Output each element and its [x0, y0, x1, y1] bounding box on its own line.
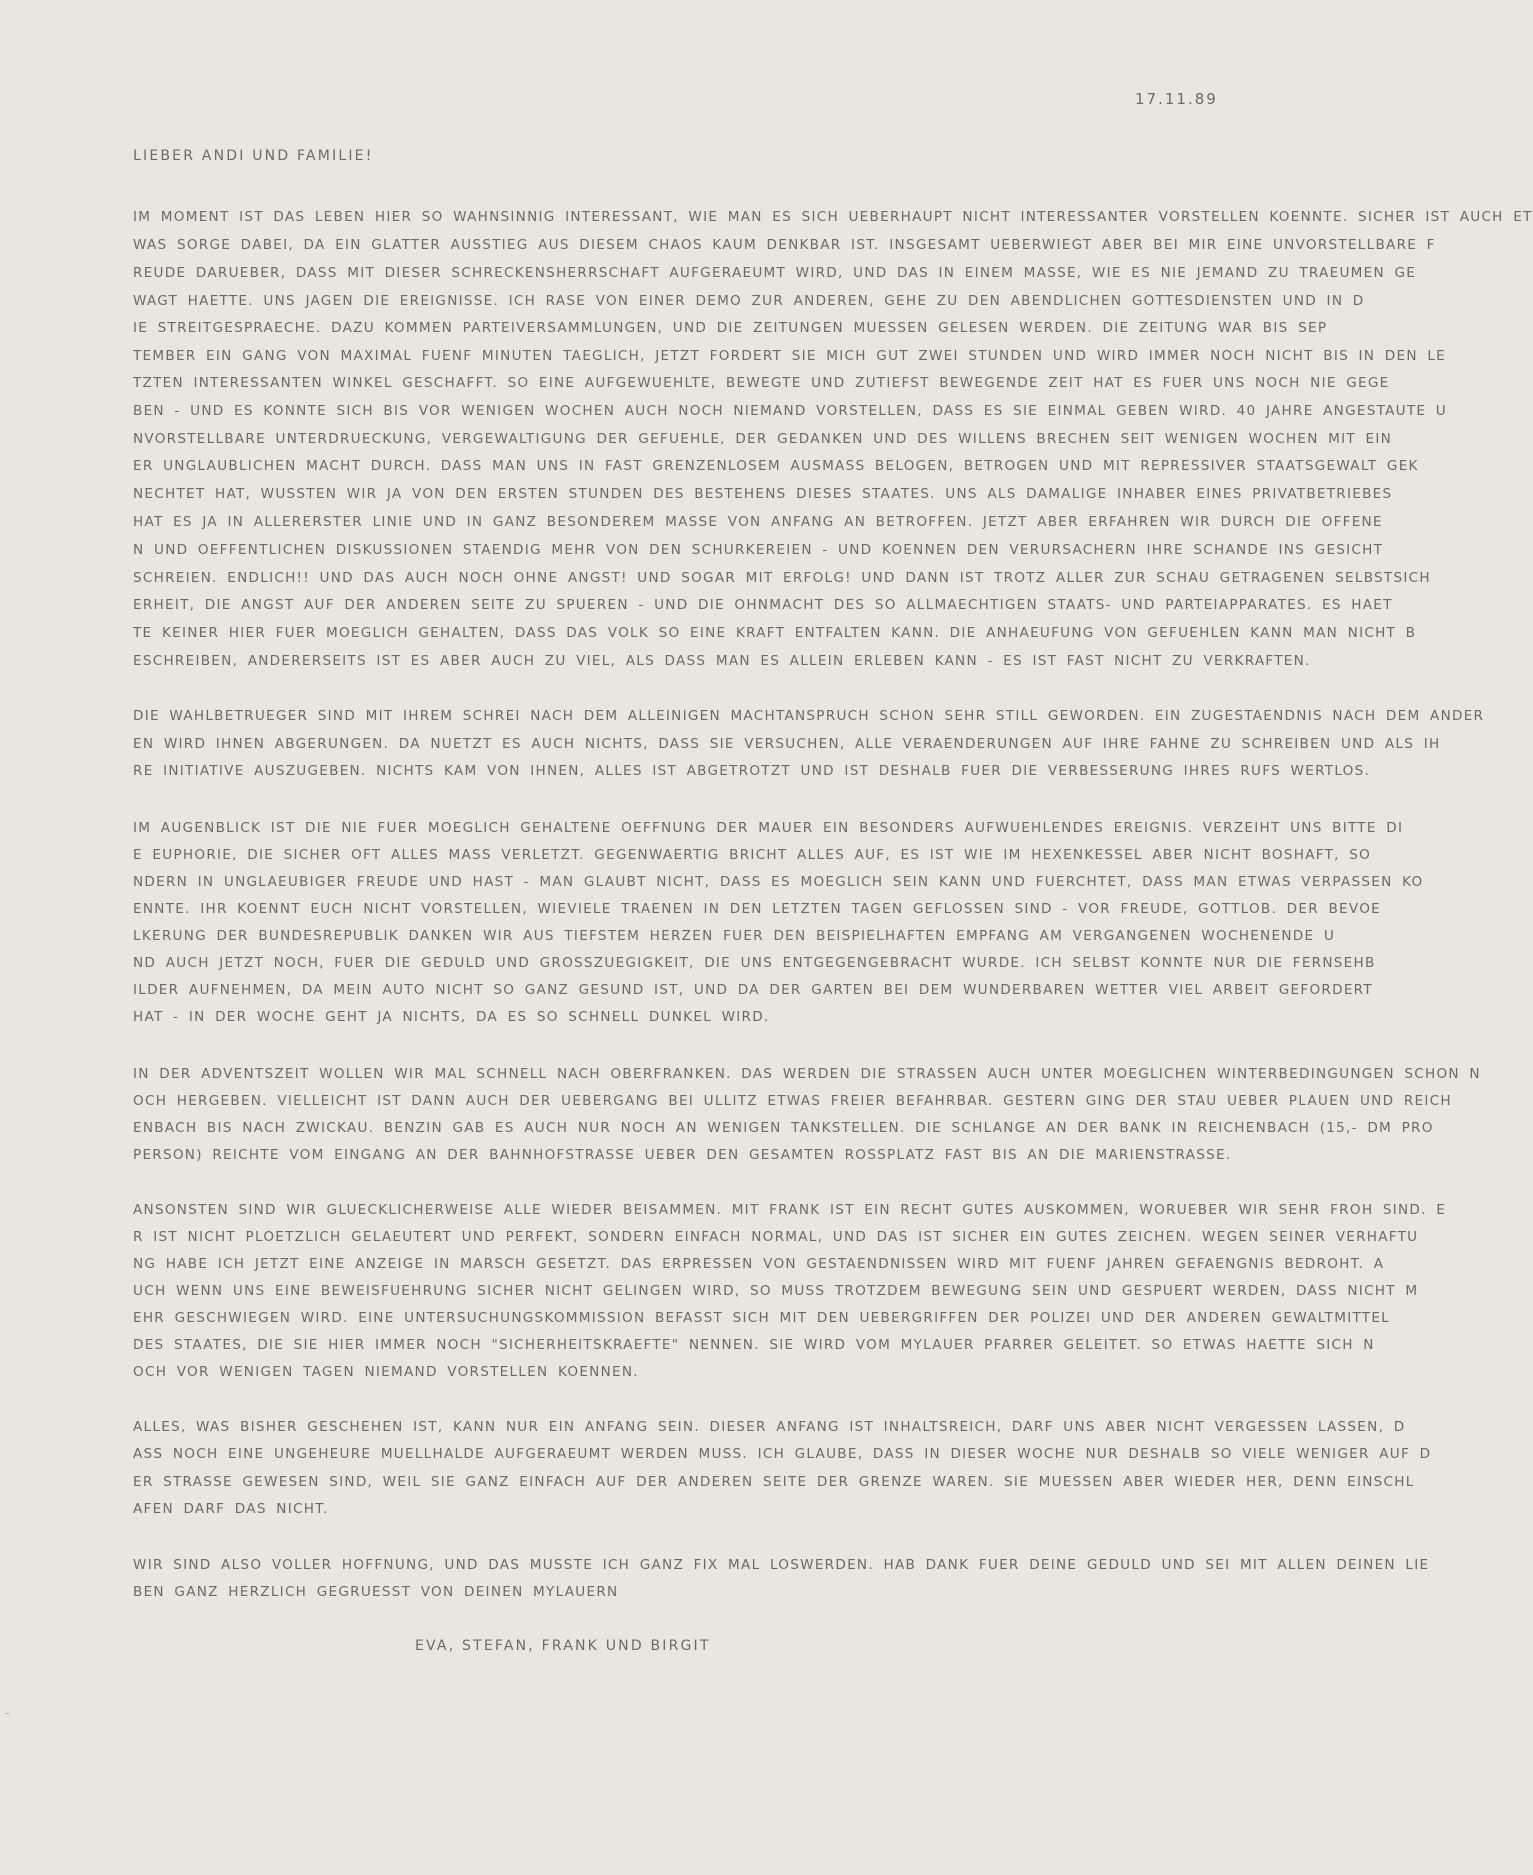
text-line: ALLES, WAS BISHER GESCHEHEN IST, KANN NUR EIN ANFANG SEIN. DIESER ANFANG IST INHALTSREICH, DARF UNS ABER NICHT VERGESSEN LASSEN, D: [133, 1419, 1406, 1435]
text-line: NG HABE ICH JETZT EINE ANZEIGE IN MARSCH GESETZT. DAS ERPRESSEN VON GESTAENDNISSEN WIRD MIT FUENF JAHREN GEFAENGNIS BEDROHT. A: [133, 1256, 1385, 1272]
text-line: IE STREITGESPRAECHE. DAZU KOMMEN PARTEIVERSAMMLUNGEN, UND DIE ZEITUNGEN MUESSEN GELESEN WERDEN. DIE ZEITUNG WAR BIS SEP: [133, 320, 1328, 336]
text-line: OCH HERGEBEN. VIELLEICHT IST DANN AUCH DER UEBERGANG BEI ULLITZ ETWAS FREIER BEFAHRBAR. GESTERN GING DER STAU UEBER PLAUEN UND REICH: [133, 1093, 1452, 1109]
text-line: HAT - IN DER WOCHE GEHT JA NICHTS, DA ES SO SCHNELL DUNKEL WIRD.: [133, 1009, 770, 1025]
text-line: IM MOMENT IST DAS LEBEN HIER SO WAHNSINNIG INTERESSANT, WIE MAN ES SICH UEBERHAUPT NICHT INTERESSANTER VORSTELLEN KOENNTE. SICHER IST AUCH ET: [133, 209, 1533, 225]
text-line: PERSON) REICHTE VOM EINGANG AN DER BAHNHOFSTRASSE UEBER DEN GESAMTEN ROSSPLATZ FAST BIS AN DIE MARIENSTRASSE.: [133, 1147, 1232, 1163]
text-line: TEMBER EIN GANG VON MAXIMAL FUENF MINUTEN TAEGLICH, JETZT FORDERT SIE MICH GUT ZWEI STUNDEN UND WIRD IMMER NOCH NICHT BIS IN DEN LE: [133, 348, 1446, 364]
text-line: LKERUNG DER BUNDESREPUBLIK DANKEN WIR AUS TIEFSTEM HERZEN FUER DEN BEISPIELHAFTEN EMPFANG AM VERGANGENEN WOCHENENDE U: [133, 928, 1336, 944]
letter-date: 17.11.89: [1135, 90, 1218, 108]
text-line: NVORSTELLBARE UNTERDRUECKUNG, VERGEWALTIGUNG DER GEFUEHLE, DER GEDANKEN UND DES WILLENS BRECHEN SEIT WENIGEN WOCHEN MIT EIN: [133, 431, 1393, 447]
text-line: DES STAATES, DIE SIE HIER IMMER NOCH "SICHERHEITSKRAEFTE" NENNEN. SIE WIRD VOM MYLAUER PFARRER GELEITET. SO ETWAS HAETTE SICH N: [133, 1337, 1375, 1353]
text-line: ANSONSTEN SIND WIR GLUECKLICHERWEISE ALLE WIEDER BEISAMMEN. MIT FRANK IST EIN RECHT GUTES AUSKOMMEN, WORUEBER WIR SEHR FROH SIND. E: [133, 1202, 1447, 1218]
text-line: R IST NICHT PLOETZLICH GELAEUTERT UND PERFEKT, SONDERN EINFACH NORMAL, UND DAS IST SICHER EIN GUTES ZEICHEN. WEGEN SEINER VERHAFTU: [133, 1229, 1419, 1245]
text-line: IN DER ADVENTSZEIT WOLLEN WIR MAL SCHNELL NACH OBERFRANKEN. DAS WERDEN DIE STRASSEN AUCH UNTER MOEGLICHEN WINTERBEDINGUNGEN SCHON N: [133, 1066, 1481, 1082]
text-line: NDERN IN UNGLAEUBIGER FREUDE UND HAST - MAN GLAUBT NICHT, DASS ES MOEGLICH SEIN KANN UND FUERCHTET, DASS MAN ETWAS VERPASSEN KO: [133, 874, 1424, 890]
signature: EVA, STEFAN, FRANK UND BIRGIT: [415, 1638, 711, 1654]
text-line: ND AUCH JETZT NOCH, FUER DIE GEDULD UND GROSSZUEGIGKEIT, DIE UNS ENTGEGENGEBRACHT WURDE. ICH SELBST KONNTE NUR DIE FERNSEHB: [133, 955, 1376, 971]
text-line: RE INITIATIVE AUSZUGEBEN. NICHTS KAM VON IHNEN, ALLES IST ABGETROTZT UND IST DESHALB FUER DIE VERBESSERUNG IHRES RUFS WERTLOS.: [133, 763, 1371, 779]
text-line: ENBACH BIS NACH ZWICKAU. BENZIN GAB ES AUCH NUR NOCH AN WENIGEN TANKSTELLEN. DIE SCHLANGE AN DER BANK IN REICHENBACH (15,- DM PRO: [133, 1120, 1434, 1136]
text-line: ASS NOCH EINE UNGEHEURE MUELLHALDE AUFGERAEUMT WERDEN MUSS. ICH GLAUBE, DASS IN DIESER WOCHE NUR DESHALB SO VIELE WENIGER AUF D: [133, 1446, 1432, 1462]
text-line: SCHREIEN. ENDLICH!! UND DAS AUCH NOCH OHNE ANGST! UND SOGAR MIT ERFOLG! UND DANN IST TROTZ ALLER ZUR SCHAU GETRAGENEN SELBSTSICH: [133, 570, 1431, 586]
text-line: ILDER AUFNEHMEN, DA MEIN AUTO NICHT SO GANZ GESUND IST, UND DA DER GARTEN BEI DEM WUNDERBAREN WETTER VIEL ARBEIT GEFORDERT: [133, 982, 1373, 998]
text-line: BEN - UND ES KONNTE SICH BIS VOR WENIGEN WOCHEN AUCH NOCH NIEMAND VORSTELLEN, DASS ES SIE EINMAL GEBEN WIRD. 40 JAHRE ANGESTAUTE U: [133, 403, 1448, 419]
text-line: N UND OEFFENTLICHEN DISKUSSIONEN STAENDIG MEHR VON DEN SCHURKEREIEN - UND KOENNEN DEN VERURSACHERN IHRE SCHANDE INS GESICHT: [133, 542, 1384, 558]
text-line: BEN GANZ HERZLICH GEGRUESST VON DEINEN MYLAUERN: [133, 1584, 619, 1600]
text-line: ESCHREIBEN, ANDERERSEITS IST ES ABER AUCH ZU VIEL, ALS DASS MAN ES ALLEIN ERLEBEN KANN - ES IST FAST NICHT ZU VERKRAFTEN.: [133, 653, 1311, 669]
text-line: ER STRASSE GEWESEN SIND, WEIL SIE GANZ EINFACH AUF DER ANDEREN SEITE DER GRENZE WAREN. SIE MUESSEN ABER WIEDER HER, DENN EINSCHL: [133, 1474, 1415, 1490]
margin-mark: [6, 1713, 9, 1714]
text-line: EHR GESCHWIEGEN WIRD. EINE UNTERSUCHUNGSKOMMISSION BEFASST SICH MIT DEN UEBERGRIFFEN DER POLIZEI UND DER ANDEREN GEWALTMITTEL: [133, 1310, 1391, 1326]
text-line: HAT ES JA IN ALLERERSTER LINIE UND IN GANZ BESONDEREM MASSE VON ANFANG AN BETROFFEN. JETZT ABER ERFAHREN WIR DURCH DIE OFFENE: [133, 514, 1383, 530]
text-line: ERHEIT, DIE ANGST AUF DER ANDEREN SEITE ZU SPUEREN - UND DIE OHNMACHT DES SO ALLMAECHTIGEN STAATS- UND PARTEIAPPARATES. ES HAET: [133, 597, 1393, 613]
text-line: DIE WAHLBETRUEGER SIND MIT IHREM SCHREI NACH DEM ALLEINIGEN MACHTANSPRUCH SCHON SEHR STILL GEWORDEN. EIN ZUGESTAENDNIS NACH DEM ANDER: [133, 708, 1485, 724]
text-line: AFEN DARF DAS NICHT.: [133, 1501, 329, 1517]
text-line: WIR SIND ALSO VOLLER HOFFNUNG, UND DAS MUSSTE ICH GANZ FIX MAL LOSWERDEN. HAB DANK FUER DEINE GEDULD UND SEI MIT ALLEN DEINEN LIE: [133, 1557, 1430, 1573]
text-line: NECHTET HAT, WUSSTEN WIR JA VON DEN ERSTEN STUNDEN DES BESTEHENS DIESES STAATES. UNS ALS DAMALIGE INHABER EINES PRIVATBETRIEBES: [133, 486, 1393, 502]
text-line: TZTEN INTERESSANTEN WINKEL GESCHAFFT. SO EINE AUFGEWUEHLTE, BEWEGTE UND ZUTIEFST BEWEGENDE ZEIT HAT ES FUER UNS NOCH NIE GEGE: [133, 375, 1390, 391]
text-line: UCH WENN UNS EINE BEWEISFUEHRUNG SICHER NICHT GELINGEN WIRD, SO MUSS TROTZDEM BEWEGUNG SEIN UND GESPUERT WERDEN, DASS NICHT M: [133, 1283, 1419, 1299]
text-line: REUDE DARUEBER, DASS MIT DIESER SCHRECKENSHERRSCHAFT AUFGERAEUMT WIRD, UND DAS IN EINEM MASSE, WIE ES NIE JEMAND ZU TRAEUMEN GE: [133, 265, 1417, 281]
text-line: E EUPHORIE, DIE SICHER OFT ALLES MASS VERLETZT. GEGENWAERTIG BRICHT ALLES AUF, ES IST WIE IM HEXENKESSEL ABER NICHT BOSHAFT, SO: [133, 847, 1372, 863]
text-line: ER UNGLAUBLICHEN MACHT DURCH. DASS MAN UNS IN FAST GRENZENLOSEM AUSMASS BELOGEN, BETROGEN UND MIT REPRESSIVER STAATSGEWALT GEK: [133, 458, 1419, 474]
text-line: OCH VOR WENIGEN TAGEN NIEMAND VORSTELLEN KOENNEN.: [133, 1364, 639, 1380]
text-line: ENNTE. IHR KOENNT EUCH NICHT VORSTELLEN, WIEVIELE TRAENEN IN DEN LETZTEN TAGEN GEFLOSSEN SIND - VOR FREUDE, GOTTLOB. DER BEVOE: [133, 901, 1381, 917]
text-line: EN WIRD IHNEN ABGERUNGEN. DA NUETZT ES AUCH NICHTS, DASS SIE VERSUCHEN, ALLE VERAENDERUNGEN AUF IHRE FAHNE ZU SCHREIBEN UND ALS IH: [133, 736, 1441, 752]
salutation: LIEBER ANDI UND FAMILIE!: [133, 148, 374, 164]
text-line: WAS SORGE DABEI, DA EIN GLATTER AUSSTIEG AUS DIESEM CHAOS KAUM DENKBAR IST. INSGESAMT UEBERWIEGT ABER BEI MIR EINE UNVORSTELLBARE F: [133, 237, 1436, 253]
text-line: IM AUGENBLICK IST DIE NIE FUER MOEGLICH GEHALTENE OEFFNUNG DER MAUER EIN BESONDERS AUFWUEHLENDES EREIGNIS. VERZEIHT UNS BITTE DI: [133, 820, 1404, 836]
text-line: TE KEINER HIER FUER MOEGLICH GEHALTEN, DASS DAS VOLK SO EINE KRAFT ENTFALTEN KANN. DIE ANHAEUFUNG VON GEFUEHLEN KANN MAN NICHT B: [133, 625, 1417, 641]
text-line: WAGT HAETTE. UNS JAGEN DIE EREIGNISSE. ICH RASE VON EINER DEMO ZUR ANDEREN, GEHE ZU DEN ABENDLICHEN GOTTESDIENSTEN UND IN D: [133, 293, 1365, 309]
